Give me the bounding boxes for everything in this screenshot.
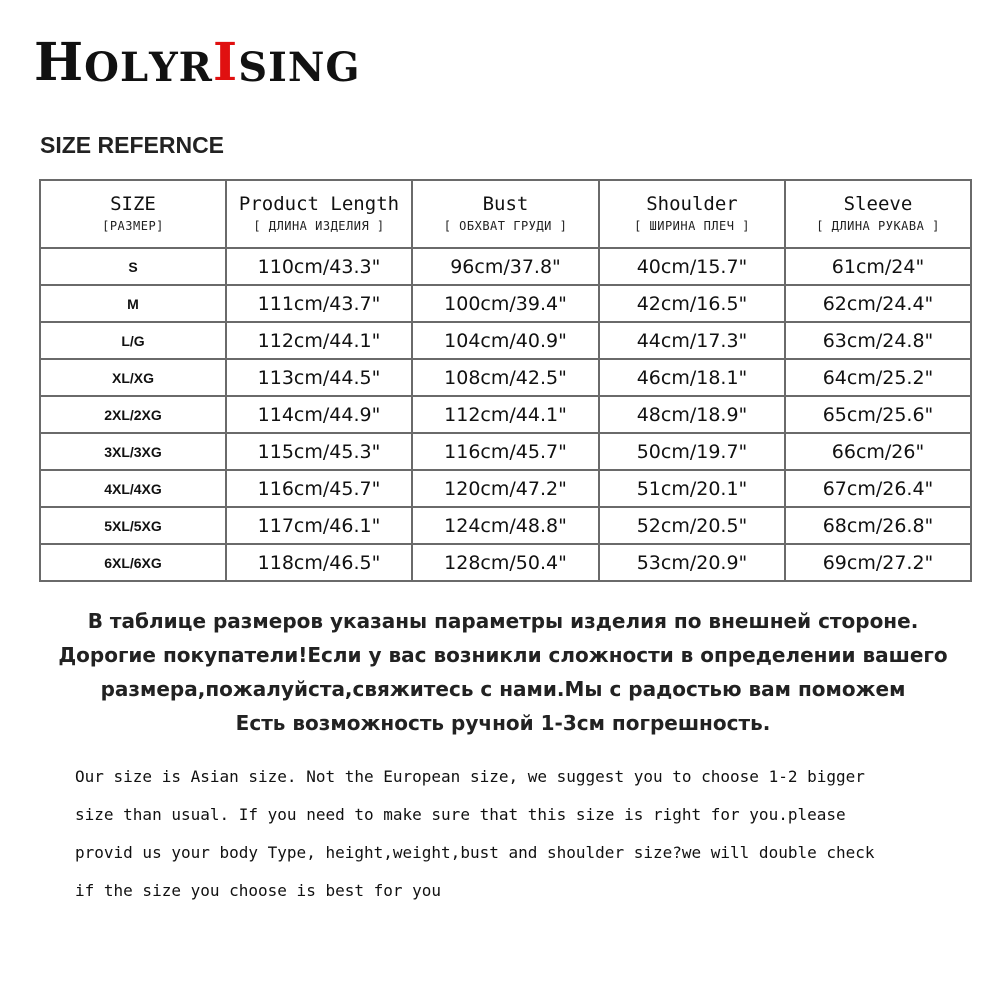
measurement-cell: 66cm/26" <box>785 433 971 470</box>
measurement-cell: 51cm/20.1" <box>599 470 785 507</box>
english-note-line: provid us your body Type, height,weight,bust and shoulder size?we will double check <box>75 843 875 862</box>
column-header <box>412 180 599 248</box>
size-reference-title: SIZE REFERNCE <box>40 132 225 158</box>
logo-letter: L <box>119 44 150 91</box>
measurement-cell: 65cm/25.6" <box>785 396 971 433</box>
column-header-label: Sleeve <box>843 193 913 215</box>
size-chart-table <box>39 179 972 582</box>
measurement-cell: 112cm/44.1" <box>412 396 599 433</box>
column-header <box>40 180 226 248</box>
table-header-row <box>40 180 971 248</box>
brand-logo <box>34 32 361 93</box>
russian-note-line: размера,пожалуйста,свяжитесь с нами.Мы с радостью вам поможем <box>100 677 906 701</box>
measurement-cell: 128cm/50.4" <box>412 544 599 581</box>
measurement-cell: 115cm/45.3" <box>226 433 412 470</box>
measurement-cell: 53cm/20.9" <box>599 544 785 581</box>
table-row <box>40 433 971 470</box>
measurement-cell: 110cm/43.3" <box>226 248 412 285</box>
size-cell: XL/XG <box>40 359 226 396</box>
english-notes <box>75 758 985 910</box>
measurement-cell: 62cm/24.4" <box>785 285 971 322</box>
size-cell: 5XL/5XG <box>40 507 226 544</box>
column-header-translation: [РАЗМЕР] <box>102 219 164 233</box>
column-header-label: Product Length <box>238 193 400 215</box>
logo-letter: G <box>325 44 361 91</box>
logo-letter: N <box>287 44 326 91</box>
logo-letter: O <box>84 44 120 91</box>
logo-letter: Y <box>149 44 179 91</box>
measurement-cell: 96cm/37.8" <box>412 248 599 285</box>
logo-letter: H <box>34 32 85 93</box>
measurement-cell: 120cm/47.2" <box>412 470 599 507</box>
measurement-cell: 116cm/45.7" <box>226 470 412 507</box>
table-row <box>40 544 971 581</box>
measurement-cell: 50cm/19.7" <box>599 433 785 470</box>
measurement-cell: 124cm/48.8" <box>412 507 599 544</box>
column-header <box>599 180 785 248</box>
table-row <box>40 248 971 285</box>
size-cell: 2XL/2XG <box>40 396 226 433</box>
column-header <box>785 180 971 248</box>
logo-letter: R <box>178 44 213 91</box>
measurement-cell: 100cm/39.4" <box>412 285 599 322</box>
russian-note-line: Есть возможность ручной 1-3см погрешность. <box>235 711 771 735</box>
measurement-cell: 46cm/18.1" <box>599 359 785 396</box>
size-cell: 4XL/4XG <box>40 470 226 507</box>
table-row <box>40 285 971 322</box>
size-cell: 3XL/3XG <box>40 433 226 470</box>
english-note-line: size than usual. If you need to make sure that this size is right for you.please <box>75 805 846 824</box>
column-header-translation: [ ШИРИНА ПЛЕЧ ] <box>634 219 750 233</box>
english-note-line: Our size is Asian size. Not the European size, we suggest you to choose 1-2 bigger <box>75 767 865 786</box>
measurement-cell: 111cm/43.7" <box>226 285 412 322</box>
measurement-cell: 40cm/15.7" <box>599 248 785 285</box>
column-header-label: Shoulder <box>646 193 738 215</box>
measurement-cell: 114cm/44.9" <box>226 396 412 433</box>
measurement-cell: 44cm/17.3" <box>599 322 785 359</box>
measurement-cell: 104cm/40.9" <box>412 322 599 359</box>
measurement-cell: 64cm/25.2" <box>785 359 971 396</box>
measurement-cell: 63cm/24.8" <box>785 322 971 359</box>
russian-note-line: Дорогие покупатели!Если у вас возникли сложности в определении вашего <box>58 643 948 667</box>
column-header-translation: [ ДЛИНА РУКАВА ] <box>816 219 940 233</box>
measurement-cell: 116cm/45.7" <box>412 433 599 470</box>
logo-letter: I <box>268 44 288 91</box>
column-header-translation: [ ОБХВАТ ГРУДИ ] <box>443 219 568 233</box>
measurement-cell: 67cm/26.4" <box>785 470 971 507</box>
table-row <box>40 396 971 433</box>
measurement-cell: 42cm/16.5" <box>599 285 785 322</box>
measurement-cell: 61cm/24" <box>785 248 971 285</box>
table-row <box>40 359 971 396</box>
russian-notes <box>0 604 1000 740</box>
measurement-cell: 113cm/44.5" <box>226 359 412 396</box>
measurement-cell: 69cm/27.2" <box>785 544 971 581</box>
measurement-cell: 52cm/20.5" <box>599 507 785 544</box>
table-row <box>40 470 971 507</box>
logo-letter: S <box>238 44 269 91</box>
russian-note-line: В таблице размеров указаны параметры изделия по внешней стороне. <box>87 609 919 633</box>
size-cell: M <box>40 285 226 322</box>
measurement-cell: 108cm/42.5" <box>412 359 599 396</box>
measurement-cell: 117cm/46.1" <box>226 507 412 544</box>
measurement-cell: 112cm/44.1" <box>226 322 412 359</box>
table-row <box>40 507 971 544</box>
english-note-line: if the size you choose is best for you <box>75 881 442 900</box>
size-cell: L/G <box>40 322 226 359</box>
column-header-translation: [ ДЛИНА ИЗДЕЛИЯ ] <box>253 219 385 233</box>
size-cell: S <box>40 248 226 285</box>
size-cell: 6XL/6XG <box>40 544 226 581</box>
measurement-cell: 68cm/26.8" <box>785 507 971 544</box>
logo-letter: I <box>212 32 239 93</box>
column-header-label: Bust <box>482 193 529 215</box>
table-row <box>40 322 971 359</box>
column-header <box>226 180 412 248</box>
table-body <box>40 248 971 581</box>
measurement-cell: 118cm/46.5" <box>226 544 412 581</box>
measurement-cell: 48cm/18.9" <box>599 396 785 433</box>
column-header-label: SIZE <box>110 193 156 215</box>
